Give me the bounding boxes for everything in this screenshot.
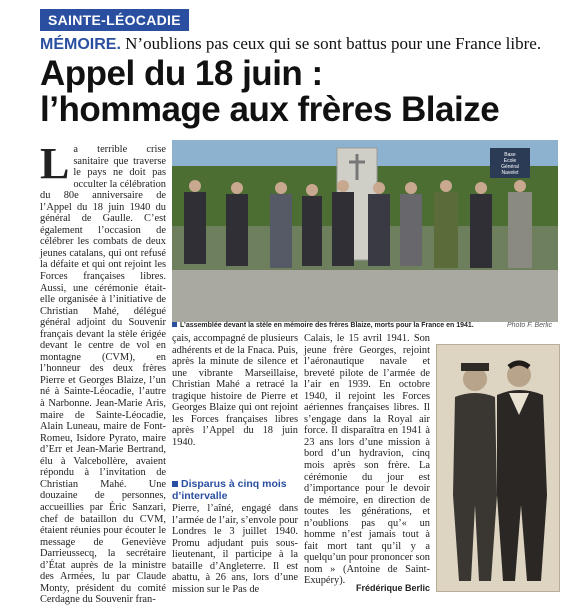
archive-photo-illustration (437, 345, 559, 591)
headline (40, 56, 560, 128)
column-3-text: Calais, le 15 avril 1941. Son jeune frère Georges, rejoint l’aéronautique navale et breveté pilote de l’armée de l’air en 1939. En octobre 1940, il rejoint les Forces aériennes françaises libres. Il s’engage dans la Royal air force. Il disparaîtra en 1941 à 23 ans lors d’une mission à bord d’un hydravion, cinq mois après son frère. La cérémonie du jour est d’importance pour le devoir de mémoire, en direction de toutes les générations, et n’oublions pas qu’« un homme n’est jamais tout à fait mort tant qu’il y a quelqu’un pour prononcer son nom » (Antoine de Saint-Exupéry). (304, 333, 430, 587)
ceremony-photo-illustration (172, 140, 558, 322)
byline: Frédérique Berlic (356, 583, 431, 593)
column-1-text: a terrible crise sanitaire que traverse le pays ne doit pas occulter la célébration du 80e anniversaire de l’Appel du 18 juin 1940 du général de Gaulle. C’est également l’occasion de célébrer les combats de deux jeunes catalans, qui ont refusé la défaite et qui ont rejoint les Forces françaises libres. Aussi, une cérémonie était-elle organisée à l’initiative de Christian Mahé, délégué général adjoint du Souvenir français devant la stèle érigée devant le centre de vol en montagne (CVM), en l’honneur des deux frères Pierre et Georges Blaize, l’un né à Sainte-Léocadie, l’autre à Narbonne. Jean-Marie Aris, maire de Sainte-Léocadie, Alain Luneau, maire de Font-Romeu, Isidore Pyrato, maire d’Err et Jean-Marie Bertrand, élu à Valcebollère, avaient répondu à l’invitation de Christian Mahé. Une douzaine de personnes, accueillies par Éric Sanzari, chef de bataillon du CVM, étaient réunies pour écouter le message de Geneviève Darrieussecq, la secrétaire d’État auprès de la ministre des Armées, lu par Claude Monty, président du comité Cerdagne du Souvenir fran- (40, 144, 166, 606)
article-column-1 (40, 139, 166, 606)
article-column-3 (304, 333, 430, 587)
article-column-2 (172, 333, 298, 448)
photo-sign-line: Général (501, 164, 519, 170)
archive-photo-brothers (436, 344, 560, 592)
photo-sign-line: Ecole (503, 158, 517, 164)
caption-square-icon (172, 322, 177, 327)
caption-text: L’assemblée devant la stèle en mémoire des frères Blaize, morts pour la France en 1941. (180, 322, 474, 329)
subheading-text: Disparus à cinq mois d’intervalle (172, 478, 287, 502)
kicker-label: MÉMOIRE. (40, 36, 121, 53)
kicker (40, 34, 541, 54)
photo-caption (172, 322, 558, 332)
drop-cap: L (40, 139, 70, 188)
section-tag: SAINTE-LÉOCADIE (40, 9, 189, 31)
photo-credit: Photo F. Berlic (506, 322, 552, 329)
column-2-text-bottom: Pierre, l’aîné, engagé dans l’armée de l’air, s’envole pour Londres le 3 juillet 1940. Promu adjudant puis sous-lieutenant, il participe à la bataille d’Angleterre. Il est abattu, à 26 ans, lors d’une mission sur le Pas de (172, 503, 298, 595)
photo-sign-line: Base (504, 152, 516, 158)
article-column-2-bottom (172, 503, 298, 595)
column-2-text-top: çais, accompagné de plusieurs adhérents et de la Fnaca. Puis, après la minute de silence et une vibrante Marseillaise, Christian Mahé a retracé la tragique histoire de Pierre et Georges Blaize qui ont rejoint les Forces françaises libres après l’Appel du 18 juin 1940. (172, 333, 298, 448)
headline-line-1: Appel du 18 juin : (40, 54, 323, 93)
photo-sign-line: Navelet (501, 170, 519, 176)
subheading (172, 478, 298, 502)
subheading-square-icon (172, 481, 178, 487)
kicker-text: N’oublions pas ceux qui se sont battus pour une France libre. (120, 34, 542, 53)
ceremony-photo (172, 140, 558, 322)
headline-line-2: l’hommage aux frères Blaize (40, 90, 500, 129)
